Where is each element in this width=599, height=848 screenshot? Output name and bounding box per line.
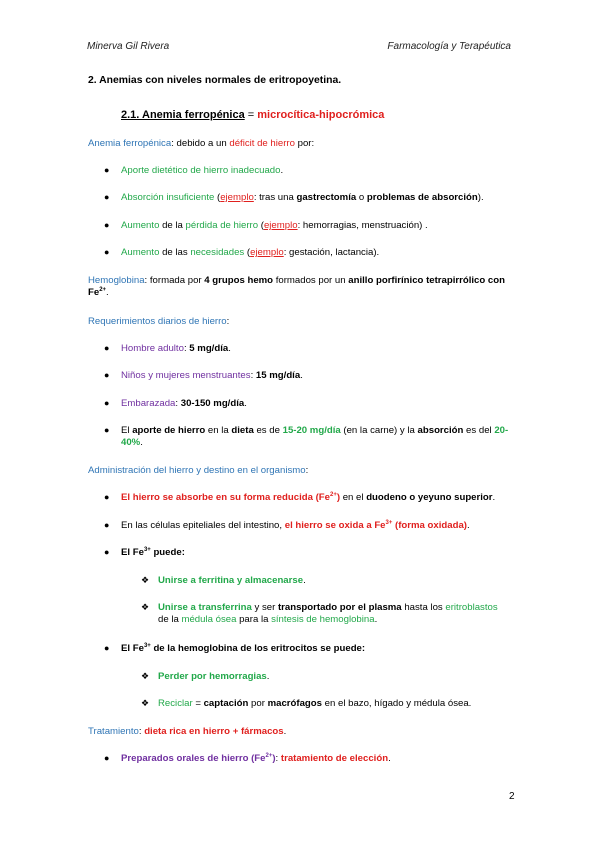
bullet-icon: ● [104,398,110,408]
bullet-icon: ● [104,165,110,175]
subsection-title: 2.1. Anemia ferropénica = microcítica-hipocrómica [121,109,385,121]
list-item: El hierro se absorbe en su forma reducida $(Fe^{2+})$ en el duodeno o yeyuno superior. [121,491,496,503]
list-item: Niños y mujeres menstruantes: 15 mg/día. [121,370,303,381]
list-item: Aumento de las necesidades (ejemplo: gestación, lactancia). [121,247,380,258]
header-subject: Farmacología y Terapéutica [387,41,511,52]
treatment-title: Tratamiento: dieta rica en hierro + fármacos. [88,726,287,737]
list-item: Hombre adulto: 5 mg/día. [121,343,231,354]
bullet-icon: ● [104,247,110,257]
administration-title: Administración del hierro y destino en el organismo: [88,465,309,476]
bullet-icon: ● [104,753,110,763]
diamond-bullet-icon: ❖ [141,575,150,585]
bullet-icon: ● [104,370,110,380]
header-author: Minerva Gil Rivera [87,41,170,52]
bullet-icon: ● [104,192,110,202]
sub-list-item: Unirse a transferrina y ser transportado por el plasma hasta los eritroblastos de la médula ósea para la síntesis de hemoglobina. [158,602,498,626]
page-number: 2 [509,791,515,802]
diamond-bullet-icon: ❖ [141,602,150,612]
hemoglobin-paragraph: Hemoglobina: formada por 4 grupos hemo formados por un anillo porfirínico tetrapirrólico con $Fe^{2+}$. [88,275,505,299]
diamond-bullet-icon: ❖ [141,698,150,708]
list-item: El $Fe^{3+}$ de la hemoglobina de los eritrocitos se puede: [121,642,366,654]
bullet-icon: ● [104,220,110,230]
sub-list-item: Perder por hemorragias. [158,671,270,682]
list-item: Embarazada: 30-150 mg/día. [121,398,247,409]
sub-list-item: Reciclar = captación por macrófagos en el bazo, hígado y médula ósea. [158,698,472,709]
list-item: Preparados orales de hierro $(Fe^{2+})$: tratamiento de elección. [121,752,391,764]
list-item: Aporte dietético de hierro inadecuado. [121,165,284,176]
section-title: 2. Anemias con niveles normales de eritropoyetina. [88,75,342,86]
list-item: El $Fe^{3+}$ puede: [121,546,185,558]
list-item: Aumento de la pérdida de hierro (ejemplo: hemorragias, menstruación) . [121,220,428,231]
bullet-icon: ● [104,520,110,530]
list-item: En las células epiteliales del intestino, el hierro se oxida a $Fe^{3+}$ (forma oxidada). [121,519,470,531]
bullet-icon: ● [104,425,110,435]
bullet-icon: ● [104,343,110,353]
list-item: Absorción insuficiente (ejemplo: tras una gastrectomía o problemas de absorción). [121,192,484,203]
diamond-bullet-icon: ❖ [141,671,150,681]
bullet-icon: ● [104,547,110,557]
bullet-icon: ● [104,643,110,653]
sub-list-item: Unirse a ferritina y almacenarse. [158,575,306,586]
anemia-definition: Anemia ferropénica: debido a un déficit de hierro por: [88,138,315,149]
bullet-icon: ● [104,492,110,502]
list-item: El aporte de hierro en la dieta es de 15-20 mg/día (en la carne) y la absorción es del 20- 40%. [121,425,509,449]
requirements-title: Requerimientos diarios de hierro: [88,316,230,327]
